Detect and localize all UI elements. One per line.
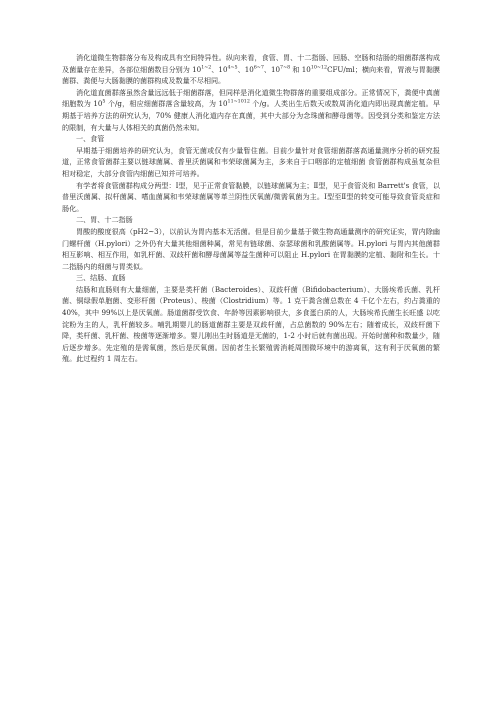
colon-paragraph: 结肠和直肠则有大量细菌，主要是类杆菌（Bacteroides）、双歧杆菌（Bifidobacterium）、大肠埃希氏菌、乳杆菌、铜绿假单胞菌、变形杆菌（Proteus）、梭菌（Clostridium）等。1 克干粪含菌总数在 4 千亿个左右，约占粪重的 40%，其中 99%以上是厌氧菌。肠道菌群受饮食、年龄等因素影响很大，多食蛋白质的人，大肠埃希氏菌生长旺盛 以吃淀粉为主的人，乳杆菌较多。哺乳期婴儿的肠道菌群主要是双歧杆菌，占总菌数的 90%左右；随着成长，双歧杆菌下降，类杆菌、乳杆菌、梭菌等逐渐增多。婴儿刚出生时肠道是无菌的，1-2 小时后就有菌出现。开始时菌种和数量少，随后逐步增多。先定殖的是需氧菌，然后是厌氧菌。因前者生长繁殖需消耗周围微环境中的游离氧，这有利于厌氧菌的繁殖。此过程约 1 周左右。 [62, 284, 440, 364]
fungi-paragraph: 消化道直菌群落虽然含量远远低于细菌群落，但同样是消化道微生物群落的重要组成部分。正常情况下，粪便中真菌细胞数为 $10^5$ 个/g，相应细菌群落含量较高，为 $10^{11\sim 1012}$ 个/g。人类出生后数天或数周消化道内即出现真菌定植。早期基于培养方法的研究认为，70% 健康人消化道内存在真菌，其中大部分为念珠菌和酵母菌等。因受到分类和鉴定方法的限制，有大量与人体相关的真菌仍然未知。 [62, 87, 441, 132]
esophagus-paragraph-2: 有学者将食管菌群构成分两型：Ⅰ型，见于正常食管黏膜，以链球菌属为主；Ⅱ型，见于食管炎和 Barrett's 食管，以普里沃菌属、拟杆菌属、嗜血菌属和韦荣球菌属等革兰阴性厌氧菌/微需氧菌为主。Ⅰ型至Ⅱ型的转变可能导致食管炎症和肠化。 [62, 180, 440, 213]
stomach-paragraph: 胃酸的酸度很高（pH2~3），以前认为胃内基本无活菌。但是目前少量基于微生物高通量测序的研究证实，胃内除幽门螺杆菌（H.pylori）之外仍有大量其他细菌种属，常见有链球菌、奈瑟球菌和乳酸菌属等。H.pylori 与胃内其他菌群相互影响、相互作用，如乳杆菌、双歧杆菌和酵母菌属等益生菌种可以阻止 H.pylori 在胃黏膜的定植、黏附和生长。十二指肠内的细菌与胃类似。 [62, 226, 440, 271]
intro-paragraph: 消化道微生物群落分布及构成具有空间特异性。纵向来看，食管、胃、十二指肠、回肠、空肠和结肠的细菌群落构成及菌量存在差异，各部位细菌数目分别为 $10^{1\sim 2}$、$10^{4\sim 5}$、$10^{6\sim 7}$、$10^{7\sim 8}$ 和 $10^{10\sim 12}CFU/ml$；横向来看，胃液与胃黏膜菌群、粪便与大肠黏膜的菌群构成及数量不尽相同。 [62, 53, 441, 86]
section-heading-colon: 三、结肠、直肠 [76, 273, 126, 283]
esophagus-paragraph-1: 早期基于细菌培养的研究认为，食管无菌或仅有少量暂住菌。目前少量针对食管细菌群落高通量测序分析的研究报道，正常食管菌群主要以链球菌属、普里沃菌属和韦荣球菌属为主，多来自于口咽部的定植细菌 食管菌群构成虽复杂但相对稳定，大部分食管内细菌已知并可培养。 [62, 145, 440, 178]
section-heading-stomach: 二、胃、十二指肠 [76, 215, 133, 225]
section-heading-esophagus: 一、食管 [76, 134, 105, 144]
document-body [62, 52, 440, 365]
